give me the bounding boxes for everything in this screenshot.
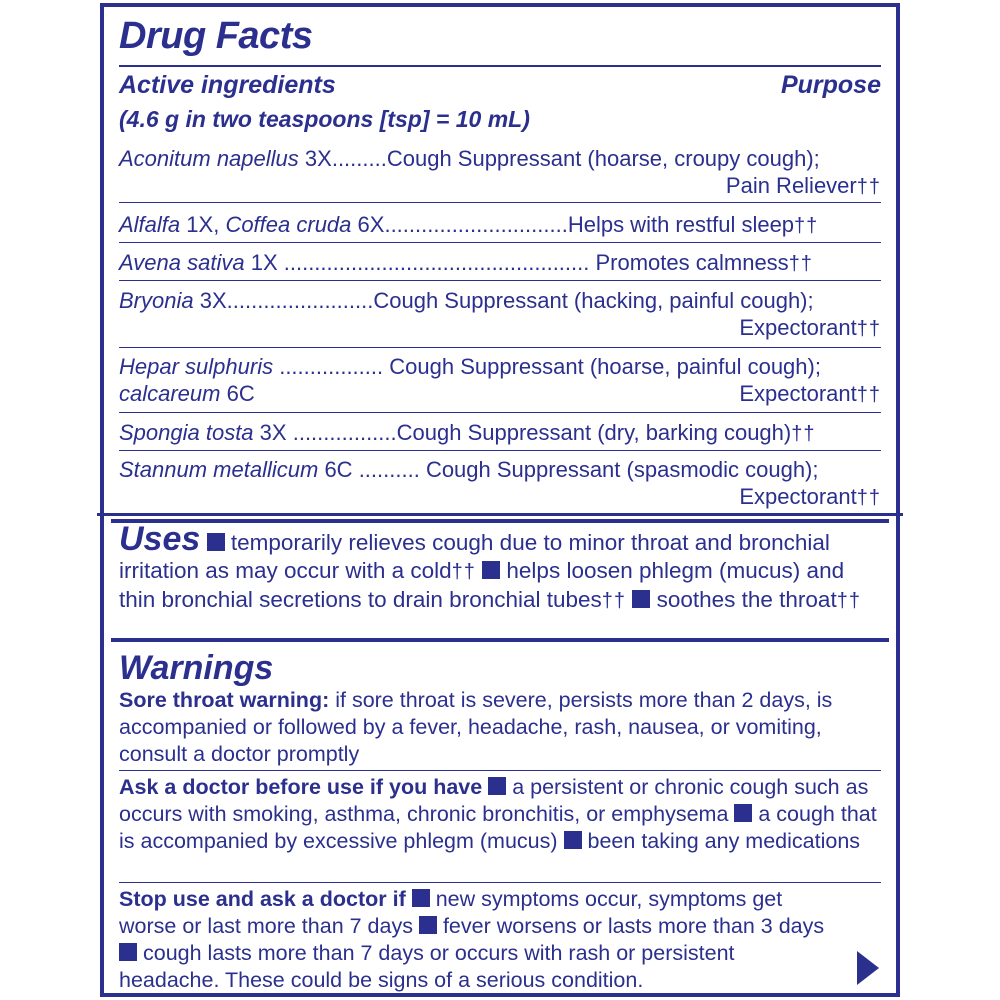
page-title: Drug Facts — [119, 15, 313, 57]
drug-facts-label — [100, 3, 900, 997]
bullet-square-icon — [207, 533, 225, 551]
ingredient-dose: 6C — [226, 381, 255, 406]
stop-use-item: new symptoms occur, symptoms get worse or last more than 7 days — [119, 887, 783, 938]
dagger-mark: †† — [856, 176, 881, 198]
ingredient-dose: 1X, — [186, 212, 220, 237]
dagger-mark: †† — [791, 423, 816, 445]
title-divider — [119, 65, 881, 67]
stop-use-section — [119, 886, 839, 994]
row-divider — [119, 412, 881, 413]
bullet-square-icon — [734, 804, 752, 822]
ingredient-row — [119, 249, 881, 278]
ingredient-row — [119, 353, 881, 407]
warnings-panel — [111, 649, 889, 995]
bullet-square-icon — [482, 561, 500, 579]
leader-dots: ........................ — [226, 288, 374, 313]
bullet-square-icon — [564, 831, 582, 849]
dagger-mark: †† — [788, 253, 813, 275]
uses-text — [119, 520, 881, 615]
row-divider — [119, 347, 881, 348]
bullet-square-icon — [419, 916, 437, 934]
dagger-mark: †† — [794, 215, 819, 237]
ingredient-purpose: Expectorant — [739, 484, 857, 509]
dagger-mark: †† — [856, 318, 881, 340]
leader-dots: .............................. — [384, 212, 568, 237]
leader-dots: .......... — [358, 457, 420, 482]
ask-doctor-section — [119, 774, 881, 855]
section-divider — [119, 882, 881, 883]
bullet-square-icon — [632, 590, 650, 608]
ask-doctor-item: a persistent or chronic cough such as occurs with smoking, asthma, chronic bronchitis, or emphysema — [119, 775, 869, 826]
leader-dots: .................................................. — [283, 250, 590, 275]
active-ingredients-panel — [111, 7, 889, 512]
row-divider — [119, 450, 881, 451]
leader-dots: ......... — [331, 146, 387, 171]
stop-use-label: Stop use and ask a doctor if — [119, 887, 406, 911]
ingredient-name: Spongia tosta — [119, 420, 254, 445]
ingredient-purpose: Expectorant — [739, 315, 857, 340]
ingredient-row — [119, 287, 881, 343]
ingredient-dose: 3X — [199, 288, 227, 313]
ask-doctor-item: been taking any medications — [587, 829, 861, 853]
ingredient-purpose: Cough Suppressant (hoarse, painful cough); — [389, 354, 821, 379]
bullet-square-icon — [119, 943, 137, 961]
section-divider — [119, 770, 881, 771]
ingredient-name: Aconitum napellus — [119, 146, 299, 171]
sore-throat-warning — [119, 687, 881, 768]
ingredient-name: Avena sativa — [119, 250, 245, 275]
ingredient-purpose: Cough Suppressant (spasmodic cough); — [425, 457, 819, 482]
row-divider — [119, 202, 881, 203]
ingredient-purpose: Cough Suppressant (dry, barking cough) — [396, 420, 792, 445]
dagger-mark: †† — [856, 487, 881, 509]
ingredient-dose: 3X — [304, 146, 332, 171]
leader-dots: ................. — [279, 354, 384, 379]
ingredient-purpose: Cough Suppressant (hacking, painful cough); — [373, 288, 814, 313]
ingredient-row — [119, 456, 881, 512]
leader-dots: ................. — [292, 420, 397, 445]
row-divider — [119, 242, 881, 243]
stop-use-item: cough lasts more than 7 days or occurs with rash or persistent headache. These could be signs of a serious condition. — [119, 941, 735, 992]
uses-item: helps loosen phlegm (mucus) and thin bronchial secretions to drain bronchial tubes — [119, 558, 845, 612]
bullet-square-icon — [488, 777, 506, 795]
uses-heading: Uses — [119, 520, 201, 558]
ingredient-dose: 1X — [250, 250, 278, 275]
ask-doctor-label: Ask a doctor before use if you have — [119, 775, 483, 799]
uses-item: soothes the throat — [656, 587, 837, 612]
warnings-heading: Warnings — [119, 649, 274, 687]
ingredient-purpose: Helps with restful sleep — [567, 212, 795, 237]
sore-throat-label: Sore throat warning: — [119, 688, 330, 712]
ingredient-purpose: Promotes calmness — [595, 250, 789, 275]
ingredient-row — [119, 211, 881, 240]
ingredient-dose: 6C — [324, 457, 353, 482]
active-ingredients-heading: Active ingredients — [119, 71, 336, 99]
dagger-mark: †† — [451, 561, 476, 583]
ingredient-name: Bryonia — [119, 288, 194, 313]
dagger-mark: †† — [856, 384, 881, 406]
dagger-mark: †† — [836, 590, 861, 612]
ingredient-purpose: Pain Reliever — [725, 173, 857, 198]
ingredient-purpose: Cough Suppressant (hoarse, croupy cough); — [386, 146, 820, 171]
purpose-heading: Purpose — [780, 71, 881, 99]
amount-note: (4.6 g in two teaspoons [tsp] = 10 mL) — [119, 106, 530, 132]
row-divider — [119, 280, 881, 281]
ingredient-row — [119, 145, 881, 201]
panel-divider — [97, 513, 903, 516]
ingredient-row — [119, 419, 881, 448]
ingredient-name: Stannum metallicum — [119, 457, 319, 482]
ingredient-name: Coffea cruda — [225, 212, 352, 237]
uses-panel — [111, 519, 889, 642]
continue-arrow-icon — [857, 951, 879, 985]
sore-throat-text: if sore throat is severe, persists more than 2 days, is accompanied or followed by a fever, headache, rash, nausea, or vomiting, consult a doctor promptly — [119, 688, 833, 766]
bullet-square-icon — [412, 889, 430, 907]
ingredient-dose: 3X — [259, 420, 287, 445]
dagger-mark: †† — [601, 590, 627, 612]
ingredient-name: Alfalfa — [119, 212, 181, 237]
ingredient-name: Hepar sulphuris — [119, 354, 274, 379]
ingredient-purpose: Expectorant — [739, 381, 857, 406]
stop-use-item: fever worsens or lasts more than 3 days — [442, 914, 825, 938]
uses-item: temporarily relieves cough due to minor throat and bronchial irritation as may occur with a cold — [119, 530, 830, 583]
ingredient-dose: 6X — [357, 212, 385, 237]
ask-doctor-item: a cough that is accompanied by excessive phlegm (mucus) — [119, 802, 877, 853]
ingredient-name: calcareum — [119, 381, 221, 406]
